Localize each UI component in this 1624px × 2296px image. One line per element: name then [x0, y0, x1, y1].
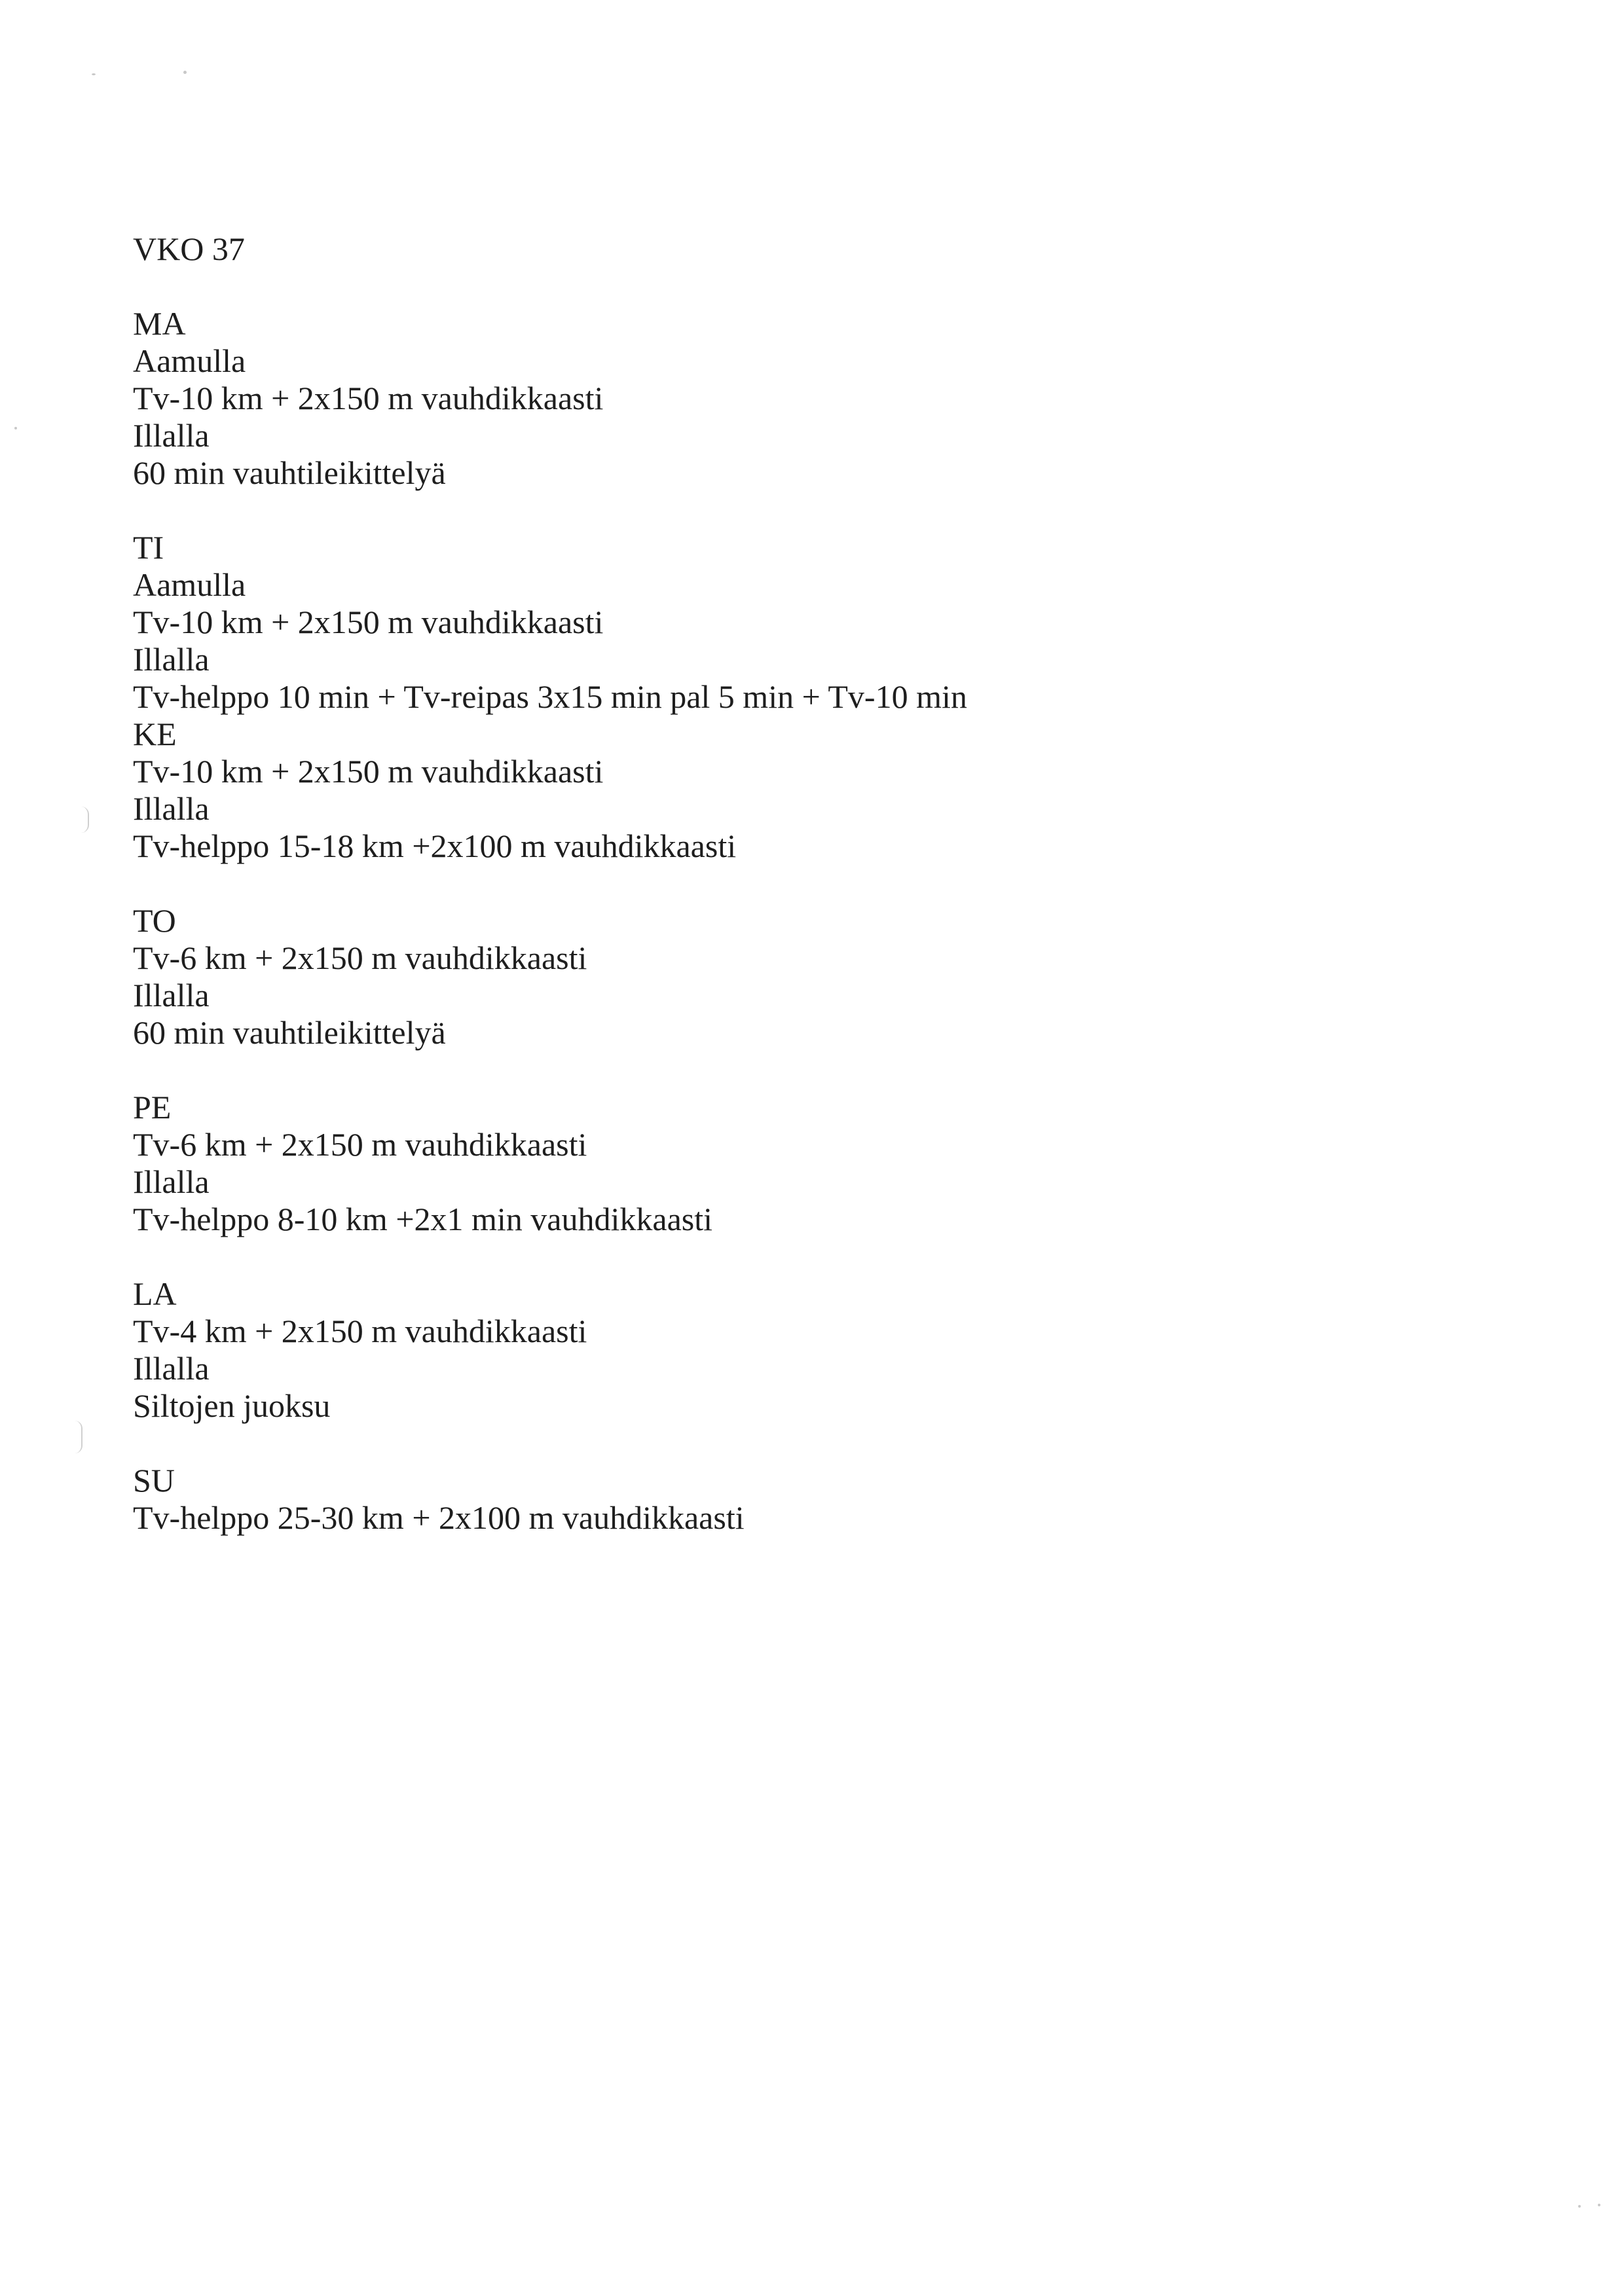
schedule-line: Tv-helppo 15-18 km +2x100 m vauhdikkaasti [133, 828, 737, 864]
schedule-line: Tv-4 km + 2x150 m vauhdikkaasti [133, 1313, 587, 1349]
scan-speck [1578, 2205, 1581, 2208]
spacer [133, 865, 967, 902]
spacer [133, 268, 967, 305]
week-heading: VKO 37 [133, 230, 245, 267]
day-heading: PE [133, 1089, 172, 1125]
day-heading: TI [133, 529, 164, 566]
day-block-to [133, 902, 967, 1051]
schedule-line: Tv-helppo 25-30 km + 2x100 m vauhdikkaasti [133, 1499, 745, 1536]
day-block-su [133, 1462, 967, 1537]
schedule-line: Tv-10 km + 2x150 m vauhdikkaasti [133, 604, 604, 640]
day-heading: SU [133, 1462, 175, 1499]
spacer [133, 1051, 967, 1089]
schedule-line: Aamulla [133, 342, 246, 379]
training-schedule [133, 230, 967, 1537]
spacer [133, 1238, 967, 1275]
scan-mark [75, 1421, 83, 1453]
schedule-line: Tv-helppo 8-10 km +2x1 min vauhdikkaasti [133, 1201, 713, 1237]
scan-speck [183, 71, 187, 74]
scan-speck [1598, 2204, 1600, 2206]
schedule-line: 60 min vauhtileikittelyä [133, 1014, 446, 1051]
schedule-line: 60 min vauhtileikittelyä [133, 454, 446, 491]
spacer [133, 1425, 967, 1462]
schedule-line: Tv-6 km + 2x150 m vauhdikkaasti [133, 1126, 587, 1163]
scan-speck [92, 73, 96, 75]
schedule-line: Siltojen juoksu [133, 1387, 331, 1424]
schedule-line: Illalla [133, 1163, 210, 1200]
scan-speck [14, 427, 17, 429]
schedule-line: Tv-10 km + 2x150 m vauhdikkaasti [133, 380, 604, 416]
day-heading: MA [133, 305, 186, 342]
day-block-la [133, 1275, 967, 1425]
day-heading: TO [133, 902, 176, 939]
day-heading: KE [133, 716, 177, 752]
schedule-line: Tv-helppo 10 min + Tv-reipas 3x15 min pal 5 min + Tv-10 min [133, 678, 967, 715]
day-heading: LA [133, 1275, 177, 1312]
day-block-ti [133, 529, 967, 716]
day-block-ma [133, 305, 967, 492]
schedule-line: Illalla [133, 641, 210, 678]
spacer [133, 492, 967, 529]
scan-mark [81, 807, 89, 833]
schedule-line: Illalla [133, 790, 210, 827]
schedule-line: Illalla [133, 417, 210, 454]
schedule-line: Illalla [133, 1350, 210, 1387]
day-block-pe [133, 1089, 967, 1238]
day-block-ke [133, 716, 967, 865]
schedule-line: Illalla [133, 977, 210, 1013]
schedule-line: Tv-6 km + 2x150 m vauhdikkaasti [133, 939, 587, 976]
schedule-line: Tv-10 km + 2x150 m vauhdikkaasti [133, 753, 604, 790]
schedule-line: Aamulla [133, 566, 246, 603]
